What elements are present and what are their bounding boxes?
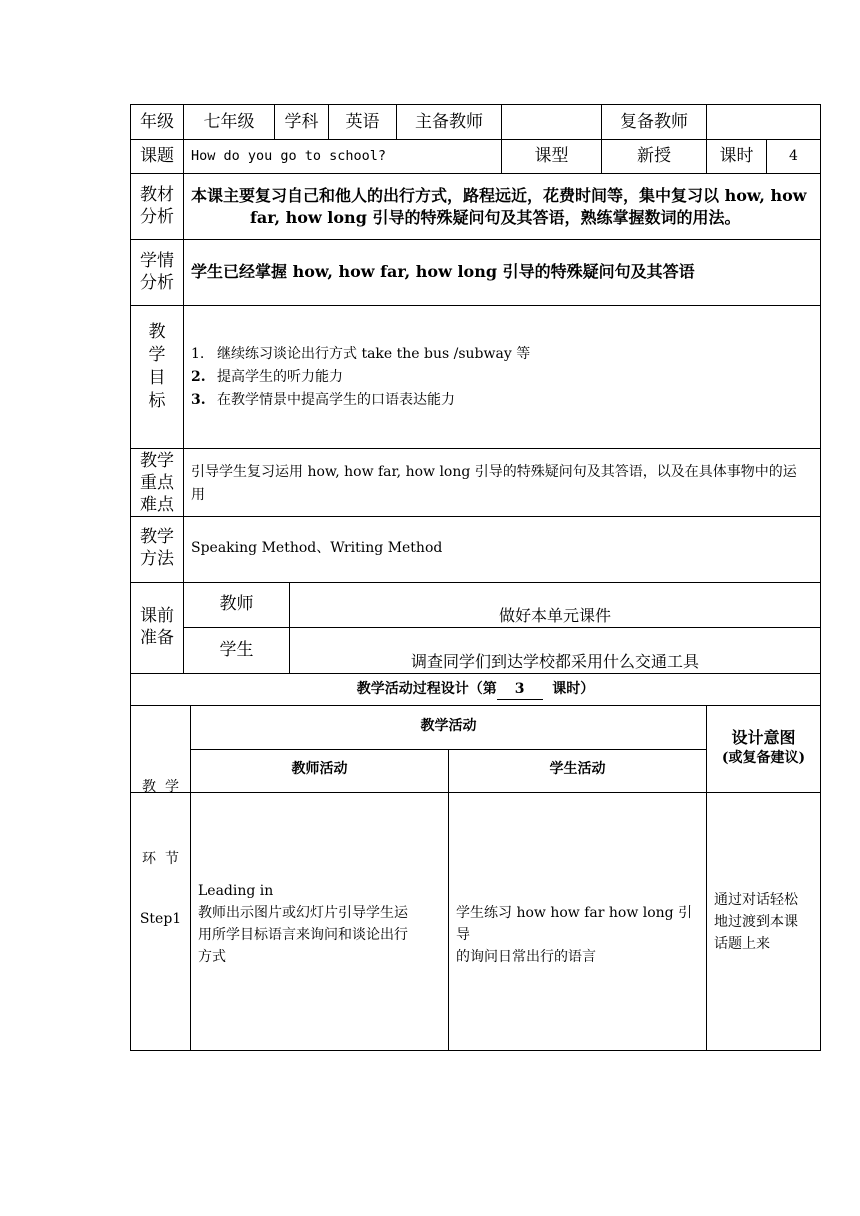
step-student-activity: 学生练习 how how far how long 引导 的询问日常出行的语言 <box>456 905 693 965</box>
student-activity-label: 学生活动 <box>549 761 606 777</box>
grid-line <box>130 139 821 140</box>
textbook-analysis-label: 教材 分析 <box>140 185 174 227</box>
subject-value: 英语 <box>345 112 380 132</box>
type-value: 新授 <box>637 146 671 166</box>
type-label: 课型 <box>534 146 569 166</box>
key-points-label: 教学 重点 难点 <box>140 451 174 515</box>
process-title: 教学活动过程设计（第 3 课时） <box>131 681 820 700</box>
grid-line <box>183 104 184 674</box>
grid-line <box>130 516 821 517</box>
period-label: 课时 <box>719 146 754 166</box>
preparation-teacher-label: 教师 <box>219 594 254 614</box>
objectives-list <box>191 343 817 412</box>
subject-label: 学科 <box>284 112 319 132</box>
grid-line <box>130 448 821 449</box>
design-intent-label: 设计意图 (或复备建议) <box>721 728 806 766</box>
step-teacher-title: Leading in <box>198 883 274 899</box>
textbook-analysis-line: far, how long 引导的特殊疑问句及其答语，熟练掌握数词的用法。 <box>250 208 741 227</box>
grid-line <box>130 305 821 306</box>
topic-value: How do you go to school? <box>191 148 387 164</box>
grid-line <box>130 1050 821 1051</box>
preparation-student-content: 调查同学们到达学校都采用什么交通工具 <box>410 652 699 671</box>
key-points-content <box>191 461 817 507</box>
lead-teacher-label: 主备教师 <box>415 112 483 132</box>
key-points-line: 用 <box>191 487 205 503</box>
grid-line <box>820 673 821 1051</box>
list-item: 1. 继续练习谈论出行方式 take the bus /subway 等 <box>191 346 531 362</box>
period-value: 4 <box>789 148 798 164</box>
grid-line <box>130 104 821 105</box>
stage-label: 教 学 环 节 <box>142 779 179 867</box>
preparation-label: 课前 准备 <box>140 606 174 648</box>
grid-line <box>448 749 449 1051</box>
preparation-student-label: 学生 <box>219 640 254 660</box>
key-points-line: 引导学生复习运用 how, how far, how long 引导的特殊疑问句及其答语，以及在具体事物中的运 <box>191 464 797 480</box>
grid-line <box>130 582 821 583</box>
grid-line <box>130 173 821 174</box>
grade-label: 年级 <box>140 112 174 132</box>
period-number: 3 <box>497 681 543 700</box>
step-design-intent: 通过对话轻松 地过渡到本课 话题上来 <box>714 892 798 952</box>
grid-line <box>706 104 707 139</box>
method-content: Speaking Method、Writing Method <box>191 540 443 556</box>
student-analysis-label: 学情 分析 <box>140 251 174 293</box>
topic-label: 课题 <box>140 146 174 166</box>
grid-line <box>183 627 821 628</box>
textbook-analysis-line: 本课主要复习自己和他人的出行方式，路程远近，花费时间等，集中复习以 how, how <box>191 186 807 205</box>
co-teacher-label: 复备教师 <box>620 112 688 132</box>
grid-line <box>130 673 821 674</box>
grid-line <box>130 792 821 793</box>
grid-line <box>130 705 821 706</box>
step-teacher-activity: Leading in 教师出示图片或幻灯片引导学生运 用所学目标语言来询问和谈论出行 方式 <box>198 880 444 968</box>
grid-line <box>820 104 821 674</box>
activities-label: 教学活动 <box>420 718 477 734</box>
method-label: 教学 方法 <box>140 527 174 569</box>
teacher-activity-label: 教师活动 <box>291 761 348 777</box>
student-analysis-content: 学生已经掌握 how, how far, how long 引导的特殊疑问句及其答语 <box>191 262 695 281</box>
textbook-analysis-content <box>191 185 817 229</box>
grid-line <box>501 104 502 139</box>
objectives-label: 教 学 目 标 <box>148 322 166 411</box>
preparation-teacher-content: 做好本单元课件 <box>498 606 611 625</box>
step-stage: Step1 <box>139 911 182 927</box>
grid-line <box>130 239 821 240</box>
grid-line <box>190 705 191 1051</box>
list-item: 2. 提高学生的听力能力 <box>191 369 343 385</box>
grade-value: 七年级 <box>203 112 255 132</box>
list-item: 3. 在教学情景中提高学生的口语表达能力 <box>191 392 455 408</box>
